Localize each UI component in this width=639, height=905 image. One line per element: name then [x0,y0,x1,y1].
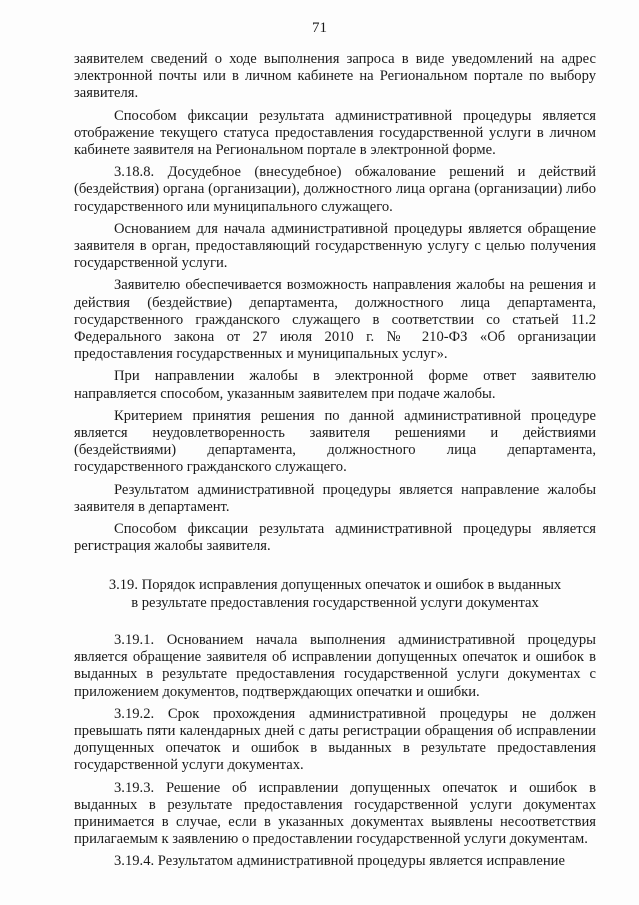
section-heading-line-2: в результате предоставления государственной услуги документах [131,594,539,611]
paragraph: Основанием для начала административной процедуры является обращение заявителя в орган, предоставляющий государственную услугу с целью получения государственной услуги. [74,220,596,272]
paragraph: 3.19.1. Основанием начала выполнения административной процедуры является обращение заявителя об исправлении допущенных опечаток и ошибок в выданных в результате предоставления государственной услуги документах с приложением документов, подтверждающих опечатки и ошибки. [74,631,596,700]
paragraph: заявителем сведений о ходе выполнения запроса в виде уведомлений на адрес электронной почты или в личном кабинете на Региональном портале по выбору заявителя. [74,51,596,102]
paragraph: Критерием принятия решения по данной административной процедуре является неудовлетворенность заявителя решениями и действиями (бездействиями) департамента, должностного лица департамента, государственного гражданского служащего. [74,407,596,476]
section-heading [74,577,596,611]
paragraph: 3.19.4. Результатом административной процедуры является исправление [114,853,565,870]
section-heading-line-1: 3.19. Порядок исправления допущенных опечаток и ошибок в выданных [108,577,562,594]
paragraph: Результатом административной процедуры является направление жалобы заявителя в департамент. [74,481,596,515]
page-body [74,51,596,871]
paragraphs-bottom [74,632,596,871]
paragraph: 3.19.3. Решение об исправлении допущенных опечаток и ошибок в выданных в результате предоставления государственной услуги документах принимается в случае, если в указанных документах выявлены несоответствия прилагаемым к заявлению о предоставлении государственной услуги документам. [74,779,596,848]
paragraph: Способом фиксации результата административной процедуры является регистрация жалобы заявителя. [74,521,596,555]
paragraph: 3.19.2. Срок прохождения административной процедуры не должен превышать пяти календарных дней с даты регистрации обращения об исправлении допущенных опечаток и ошибок в выданных в результате предоставления государственной услуги документах. [74,705,596,774]
paragraph: Заявителю обеспечивается возможность направления жалобы на решения и действия (бездействие) департамента, должностного лица департамента, государственного гражданского служащего в соответствии со статьей 11.2 Федерального закона от 27 июля 2010 г. № 210-ФЗ «Об организации предоставления государственных и муниципальных услуг». [74,277,596,363]
paragraph: 3.18.8. Досудебное (внесудебное) обжалование решений и действий (бездействия) органа (организации), должностного лица органа (организации) либо государственного или муниципального служащего. [74,164,596,215]
paragraphs-top [74,51,596,555]
paragraph: Способом фиксации результата административной процедуры является отображение текущего статуса предоставления государственной услуги в личном кабинете заявителя на Региональном портале в электронной форме. [74,107,596,159]
paragraph: При направлении жалобы в электронной форме ответ заявителю направляется способом, указанным заявителем при подаче жалобы. [74,368,596,402]
page-number: 71 [312,20,327,36]
